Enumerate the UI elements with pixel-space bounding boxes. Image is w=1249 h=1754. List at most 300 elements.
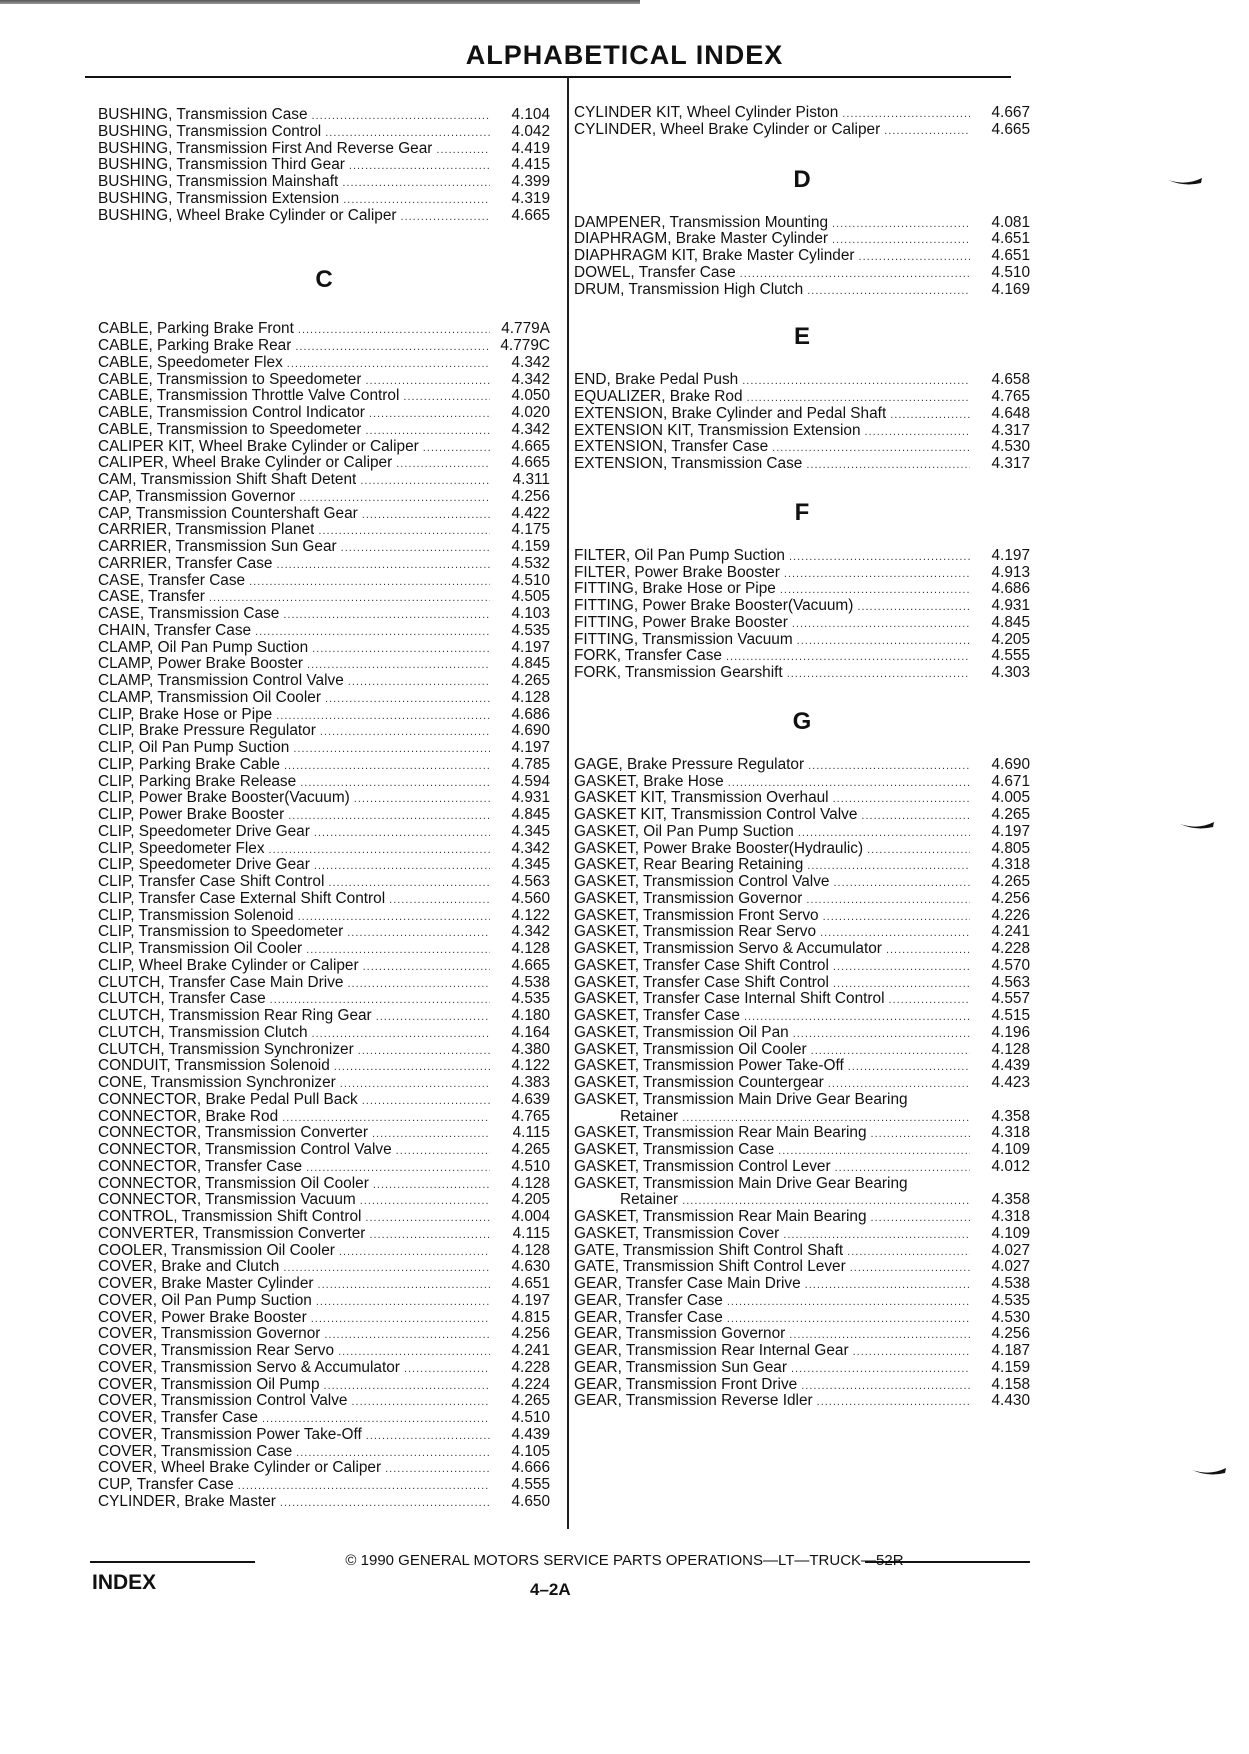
index-entry (574, 105, 1030, 122)
entry-page-ref: 4.319 (511, 189, 550, 207)
leader-dots (347, 925, 490, 942)
leader-dots (288, 808, 490, 825)
entry-name: CLIP, Transfer Case External Shift Control (98, 890, 386, 907)
leader-dots (283, 607, 490, 624)
leader-dots (298, 909, 490, 926)
index-entry (574, 1109, 1030, 1126)
index-entry (574, 824, 1030, 841)
leader-dots (362, 1093, 490, 1110)
entry-name: COVER, Transmission Servo & Accumulator (98, 1359, 400, 1376)
entry-page-ref: 4.197 (511, 1291, 550, 1309)
entry-name: CABLE, Speedometer Flex (98, 354, 283, 371)
leader-dots (324, 1327, 490, 1344)
entry-page-ref: 4.256 (511, 487, 550, 505)
index-entry (98, 1109, 550, 1126)
leader-dots (805, 1277, 970, 1294)
leader-dots (728, 775, 970, 792)
leader-dots (808, 758, 970, 775)
index-entry (574, 757, 1030, 774)
entry-page-ref: 4.785 (511, 755, 550, 773)
entry-page-ref: 4.538 (991, 1275, 1030, 1292)
entry-page-ref: 4.651 (511, 1275, 550, 1292)
index-entry (574, 924, 1030, 941)
leader-dots (338, 1344, 490, 1361)
entry-page-ref: 4.650 (511, 1492, 550, 1510)
index-entry (574, 1377, 1030, 1394)
leader-dots (385, 1461, 490, 1478)
leader-dots (372, 1126, 490, 1143)
index-entry (98, 991, 550, 1008)
entry-name: CONTROL, Transmission Shift Control (98, 1209, 362, 1225)
index-entry (98, 1427, 550, 1444)
entry-page-ref: 4.169 (991, 280, 1030, 298)
entry-name: CLUTCH, Transmission Rear Ring Gear (98, 1008, 372, 1024)
leader-dots (798, 825, 970, 842)
entry-name: GEAR, Transmission Front Drive (574, 1376, 798, 1393)
entry-name: CONNECTOR, Transmission Control Valve (98, 1142, 392, 1158)
index-entry (98, 1008, 550, 1025)
entry-page-ref: 4.535 (511, 990, 550, 1008)
entry-name: BUSHING, Transmission Mainshaft (98, 174, 339, 190)
entry-name: COVER, Transmission Governor (98, 1326, 321, 1343)
entry-name: DIAPHRAGM, Brake Master Cylinder (574, 231, 829, 248)
entry-page-ref: 4.805 (991, 839, 1030, 857)
index-entry (98, 1243, 550, 1260)
leader-dots (360, 1193, 490, 1210)
entry-page-ref: 4.530 (991, 1308, 1030, 1326)
leader-dots (280, 1495, 490, 1512)
entry-name: CABLE, Parking Brake Rear (98, 338, 292, 354)
entry-page-ref: 4.128 (511, 940, 550, 957)
index-entry (98, 908, 550, 925)
entry-page-ref: 4.665 (511, 956, 550, 974)
index-entry (98, 924, 550, 941)
index-entry (98, 1142, 550, 1159)
entry-page-ref: 4.690 (991, 755, 1030, 773)
index-entry (574, 548, 1030, 565)
entry-name: CABLE, Transmission to Speedometer (98, 371, 362, 388)
leader-dots (365, 1210, 490, 1227)
entry-page-ref: 4.651 (991, 230, 1030, 248)
index-entry (98, 1259, 550, 1276)
leader-dots (871, 1210, 970, 1227)
leader-dots (209, 590, 490, 607)
entry-name: GASKET, Transmission Case (574, 1142, 775, 1158)
leader-dots (318, 523, 490, 540)
leader-dots (296, 1445, 490, 1462)
entry-name: GASKET, Transfer Case Internal Shift Control (574, 991, 885, 1008)
entry-page-ref: 4.686 (511, 705, 550, 723)
entry-page-ref: 4.639 (511, 1090, 550, 1108)
entry-name: CONDUIT, Transmission Solenoid (98, 1058, 330, 1075)
index-entry (574, 215, 1030, 232)
index-entry (98, 439, 550, 456)
entry-page-ref: 4.205 (511, 1191, 550, 1209)
index-entry (574, 841, 1030, 858)
entry-name: GASKET, Transmission Control Lever (574, 1158, 831, 1175)
entry-name: COOLER, Transmission Oil Cooler (98, 1242, 335, 1259)
leader-dots (861, 808, 970, 825)
entry-name: FORK, Transfer Case (574, 648, 722, 665)
leader-dots (389, 892, 490, 909)
entry-page-ref: 4.779C (500, 337, 550, 354)
index-entry (574, 774, 1030, 791)
leader-dots (744, 1009, 970, 1026)
leader-dots (792, 616, 970, 633)
entry-name: COVER, Transmission Oil Pump (98, 1376, 320, 1393)
index-entry (98, 1075, 550, 1092)
index-entry (98, 539, 550, 556)
index-entry (574, 908, 1030, 925)
index-entry (98, 191, 550, 208)
entry-name: CLIP, Parking Brake Cable (98, 756, 280, 773)
entry-page-ref: 4.535 (511, 621, 550, 639)
index-entry (98, 757, 550, 774)
entry-page-ref: 4.318 (991, 856, 1030, 874)
index-entry (98, 355, 550, 372)
entry-page-ref: 4.128 (511, 1174, 550, 1192)
section-cylinder (574, 105, 1030, 139)
entry-page-ref: 4.311 (512, 471, 550, 488)
leader-dots (811, 1043, 970, 1060)
leader-dots (890, 407, 970, 424)
entry-name: DOWEL, Transfer Case (574, 264, 736, 281)
index-entry (98, 1192, 550, 1209)
leader-dots (354, 791, 490, 808)
entry-page-ref: 4.422 (511, 504, 550, 522)
entry-name: GASKET KIT, Transmission Overhaul (574, 790, 829, 807)
leader-dots (339, 1244, 490, 1261)
entry-page-ref: 4.027 (991, 1258, 1030, 1276)
entry-page-ref: 4.765 (991, 388, 1030, 405)
entry-name: COVER, Transmission Power Take-Off (98, 1426, 362, 1443)
entry-page-ref: 4.845 (511, 655, 550, 673)
entry-page-ref: 4.423 (991, 1074, 1030, 1091)
leader-dots (307, 657, 490, 674)
index-entry (574, 389, 1030, 406)
entry-name: EXTENSION KIT, Transmission Extension (574, 422, 861, 439)
index-entry (98, 338, 550, 355)
index-entry (98, 640, 550, 657)
section-letter-d: D (793, 165, 811, 193)
leader-dots (365, 373, 490, 390)
leader-dots (842, 106, 970, 123)
entry-page-ref: 4.380 (511, 1040, 550, 1058)
entry-name: GASKET, Transmission Front Servo (574, 907, 819, 924)
entry-name: CAP, Transmission Countershaft Gear (98, 505, 358, 522)
leader-dots (833, 791, 970, 808)
entry-name: CONVERTER, Transmission Converter (98, 1225, 366, 1242)
index-entry (98, 556, 550, 573)
leader-dots (328, 875, 490, 892)
index-entry (574, 1092, 1030, 1109)
entry-name: CALIPER KIT, Wheel Brake Cylinder or Caliper (98, 438, 419, 455)
entry-name: GATE, Transmission Shift Control Lever (574, 1259, 846, 1276)
leader-dots (396, 456, 490, 473)
leader-dots (282, 1110, 490, 1127)
leader-dots (283, 1260, 490, 1277)
entry-name: GASKET, Transmission Countergear (574, 1075, 824, 1091)
entry-page-ref: 4.205 (991, 630, 1030, 648)
entry-name: COVER, Transmission Rear Servo (98, 1343, 335, 1359)
entry-name: CLIP, Brake Hose or Pipe (98, 706, 273, 723)
leader-dots (806, 892, 970, 909)
leader-dots (366, 1428, 490, 1445)
leader-dots (351, 1394, 490, 1411)
entry-page-ref: 4.128 (511, 688, 550, 706)
section-bushing (98, 107, 550, 224)
entry-page-ref: 4.358 (991, 1107, 1030, 1125)
index-entry (98, 124, 550, 141)
leader-dots (740, 266, 970, 283)
leader-dots (255, 624, 490, 641)
entry-name: GASKET, Transfer Case (574, 1008, 740, 1024)
leader-dots (833, 959, 970, 976)
leader-dots (850, 1260, 970, 1277)
index-entry (574, 790, 1030, 807)
section-letter-e: E (793, 323, 810, 351)
entry-name: DRUM, Transmission High Clutch (574, 281, 804, 298)
entry-name: GASKET, Transmission Power Take-Off (574, 1058, 844, 1075)
index-entry (574, 372, 1030, 389)
entry-name: BUSHING, Transmission First And Reverse Gear (98, 140, 433, 157)
leader-dots (306, 942, 490, 959)
entry-page-ref: 4.845 (991, 613, 1030, 631)
entry-name: CLIP, Transmission to Speedometer (98, 924, 344, 941)
index-entry (98, 472, 550, 489)
leader-dots (867, 842, 970, 859)
entry-name: CYLINDER KIT, Wheel Cylinder Piston (574, 105, 839, 121)
index-entry (98, 1477, 550, 1494)
leader-dots (835, 1160, 970, 1177)
entry-name: GEAR, Transmission Sun Gear (574, 1359, 787, 1376)
index-entry (574, 874, 1030, 891)
entry-page-ref: 4.630 (511, 1258, 550, 1276)
leader-dots (360, 473, 490, 490)
entry-page-ref: 4.510 (511, 1157, 550, 1175)
entry-name: BUSHING, Wheel Brake Cylinder or Caliper (98, 207, 397, 224)
entry-page-ref: 4.256 (991, 1325, 1030, 1343)
leader-dots (373, 1177, 490, 1194)
entry-page-ref: 4.020 (511, 404, 550, 421)
entry-name: EXTENSION, Brake Cylinder and Pedal Shaft (574, 405, 887, 422)
leader-dots (363, 959, 490, 976)
entry-page-ref: 4.224 (511, 1375, 550, 1393)
leader-dots (343, 192, 490, 209)
entry-name: GASKET, Transmission Servo & Accumulator (574, 941, 882, 957)
entry-page-ref: 4.265 (511, 1141, 550, 1158)
entry-name: CONNECTOR, Brake Rod (98, 1108, 279, 1125)
entry-name: CAM, Transmission Shift Shaft Detent (98, 472, 357, 488)
entry-name: FILTER, Oil Pan Pump Suction (574, 547, 785, 564)
index-entry (574, 231, 1030, 248)
entry-page-ref: 4.439 (991, 1057, 1030, 1075)
leader-dots (342, 175, 490, 192)
entry-name: CONNECTOR, Transmission Converter (98, 1125, 368, 1142)
entry-name: FITTING, Power Brake Booster(Vacuum) (574, 598, 854, 614)
entry-page-ref: 4.532 (511, 554, 550, 572)
index-entry (574, 1025, 1030, 1042)
leader-dots (401, 209, 490, 226)
index-entry (574, 1259, 1030, 1276)
entry-page-ref: 4.265 (511, 672, 550, 689)
index-entry (98, 1159, 550, 1176)
entry-page-ref: 4.648 (991, 404, 1030, 422)
index-entry (98, 740, 550, 757)
index-entry (98, 1276, 550, 1293)
entry-name: CLUTCH, Transfer Case (98, 991, 266, 1008)
index-entry (98, 1494, 550, 1511)
entry-name: GASKET, Transmission Main Drive Gear Bearing (574, 1091, 908, 1108)
entry-name: GATE, Transmission Shift Control Shaft (574, 1242, 844, 1259)
index-entry (574, 1209, 1030, 1226)
index-entry (98, 1176, 550, 1193)
leader-dots (311, 1311, 490, 1328)
index-entry (98, 824, 550, 841)
entry-page-ref: 4.342 (511, 923, 550, 941)
entry-name: CUP, Transfer Case (98, 1477, 234, 1493)
index-entry (574, 1226, 1030, 1243)
index-entry (574, 891, 1030, 908)
entry-page-ref: 4.510 (511, 571, 550, 589)
leader-dots (682, 1193, 970, 1210)
leader-dots (682, 1110, 970, 1127)
entry-name: COVER, Power Brake Booster (98, 1309, 307, 1326)
entry-page-ref: 4.538 (511, 973, 550, 991)
entry-name: CLUTCH, Transfer Case Main Drive (98, 974, 344, 991)
index-entry (574, 1276, 1030, 1293)
leader-dots (347, 976, 490, 993)
entry-page-ref: 4.563 (991, 973, 1030, 991)
leader-dots (787, 666, 970, 683)
leader-dots (306, 1160, 490, 1177)
leader-dots (349, 158, 490, 175)
entry-name: CALIPER, Wheel Brake Cylinder or Caliper (98, 455, 393, 472)
entry-name: GASKET, Transmission Cover (574, 1225, 780, 1242)
leader-dots (828, 1076, 970, 1093)
index-entry (98, 975, 550, 992)
index-entry (98, 1460, 550, 1477)
index-entry (574, 648, 1030, 665)
entry-page-ref: 4.931 (991, 597, 1030, 614)
entry-page-ref: 4.180 (511, 1007, 550, 1024)
index-entry (574, 1058, 1030, 1075)
leader-dots (742, 373, 970, 390)
entry-page-ref: 4.004 (511, 1208, 550, 1225)
entry-name: EQUALIZER, Brake Rod (574, 389, 743, 405)
leader-dots (299, 490, 490, 507)
index-entry (574, 857, 1030, 874)
entry-name: COVER, Brake and Clutch (98, 1259, 280, 1276)
entry-page-ref: 4.005 (991, 789, 1030, 807)
index-entry (98, 1226, 550, 1243)
entry-name: Retainer (620, 1192, 679, 1209)
index-entry (574, 1142, 1030, 1159)
entry-name: CABLE, Transmission Control Indicator (98, 405, 365, 421)
index-entry (574, 1326, 1030, 1343)
leader-dots (780, 582, 970, 599)
index-entry (98, 673, 550, 690)
entry-page-ref: 4.265 (991, 873, 1030, 890)
entry-page-ref: 4.128 (991, 1040, 1030, 1058)
entry-name: CLIP, Oil Pan Pump Suction (98, 740, 290, 756)
entry-name: CONNECTOR, Brake Pedal Pull Back (98, 1091, 358, 1108)
entry-page-ref: 4.187 (991, 1342, 1030, 1359)
entry-name: Retainer (620, 1108, 679, 1125)
entry-page-ref: 4.690 (511, 722, 550, 740)
entry-page-ref: 4.197 (511, 739, 550, 756)
leader-dots (778, 1143, 970, 1160)
index-entry (574, 1243, 1030, 1260)
entry-name: BUSHING, Transmission Control (98, 123, 322, 140)
entry-name: CONNECTOR, Transfer Case (98, 1158, 303, 1175)
entry-page-ref: 4.845 (511, 806, 550, 823)
entry-name: CLIP, Transfer Case Shift Control (98, 874, 325, 890)
leader-dots (340, 1076, 490, 1093)
entry-page-ref: 4.128 (511, 1241, 550, 1259)
entry-page-ref: 4.265 (511, 1392, 550, 1410)
entry-name: COVER, Oil Pan Pump Suction (98, 1292, 312, 1309)
leader-dots (369, 406, 490, 423)
leader-dots (295, 339, 490, 356)
entry-page-ref: 4.050 (511, 387, 550, 405)
index-entry (98, 656, 550, 673)
entry-name: COVER, Brake Master Cylinder (98, 1276, 314, 1292)
leader-dots (276, 557, 490, 574)
leader-dots (857, 599, 970, 616)
index-entry (574, 991, 1030, 1008)
entry-page-ref: 4.317 (991, 455, 1030, 472)
leader-dots (833, 976, 970, 993)
entry-name: EXTENSION, Transmission Case (574, 456, 803, 472)
entry-name: CLAMP, Oil Pan Pump Suction (98, 639, 309, 656)
margin-hole-mark (1168, 178, 1202, 187)
leader-dots (848, 1059, 970, 1076)
entry-name: CLIP, Power Brake Booster (98, 807, 285, 823)
index-entry (98, 573, 550, 590)
entry-page-ref: 4.256 (511, 1325, 550, 1343)
leader-dots (817, 1394, 970, 1411)
entry-page-ref: 4.913 (991, 563, 1030, 581)
entry-page-ref: 4.815 (511, 1308, 550, 1326)
entry-page-ref: 4.779A (501, 320, 550, 338)
index-entry (574, 1125, 1030, 1142)
entry-page-ref: 4.555 (511, 1476, 550, 1493)
leader-dots (358, 1043, 490, 1060)
index-entry (98, 807, 550, 824)
index-entry (98, 157, 550, 174)
leader-dots (789, 549, 970, 566)
entry-name: FORK, Transmission Gearshift (574, 665, 783, 681)
entry-page-ref: 4.158 (991, 1375, 1030, 1393)
index-entry (98, 723, 550, 740)
index-entry (98, 623, 550, 640)
entry-name: CASE, Transfer (98, 589, 205, 606)
index-entry (574, 1360, 1030, 1377)
entry-name: CLIP, Parking Brake Release (98, 773, 297, 790)
entry-page-ref: 4.228 (511, 1358, 550, 1376)
entry-name: BUSHING, Transmission Extension (98, 190, 340, 207)
index-entry (98, 1377, 550, 1394)
leader-dots (436, 142, 490, 159)
index-entry (574, 248, 1030, 265)
entry-name: CARRIER, Transmission Planet (98, 522, 315, 539)
index-entry (98, 107, 550, 124)
leader-dots (324, 1378, 490, 1395)
entry-page-ref: 4.103 (511, 605, 550, 622)
entry-page-ref: 4.570 (991, 956, 1030, 974)
entry-name: COVER, Transmission Case (98, 1443, 293, 1460)
